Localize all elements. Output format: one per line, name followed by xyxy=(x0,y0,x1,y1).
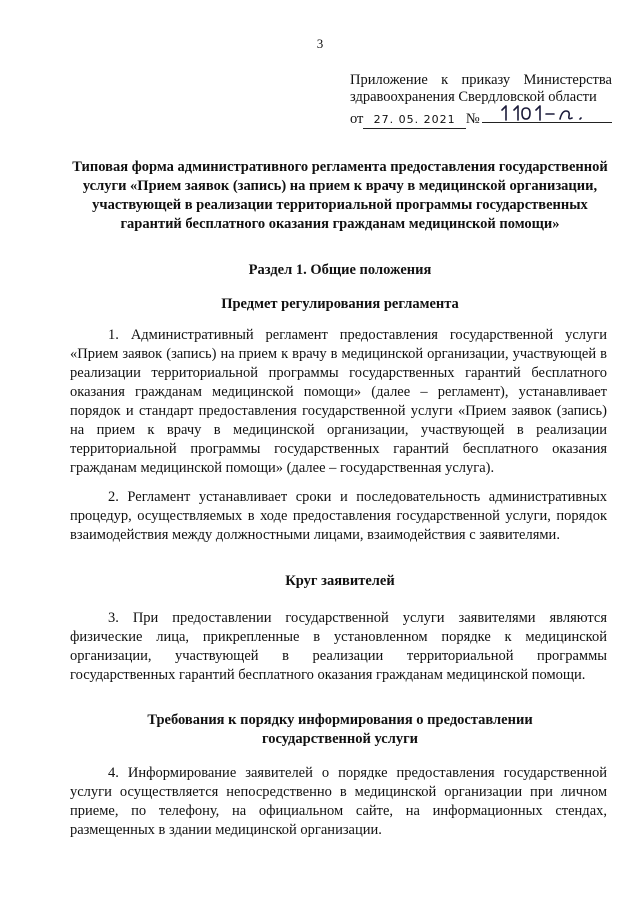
appendix-word: Приложение xyxy=(350,72,428,88)
appendix-word: приказу xyxy=(461,72,511,88)
handwritten-signature-number xyxy=(496,102,606,124)
subsection-heading-subject: Предмет регулирования регламента xyxy=(221,296,459,312)
appendix-word: к xyxy=(441,72,449,88)
appendix-line-1 xyxy=(350,72,612,89)
appendix-word: Министерства xyxy=(523,72,612,88)
number-prefix: № xyxy=(465,111,480,127)
document-title: Типовая форма административного регламента предоставления государственной услуги «Прием заявок (запись) на прием к врачу в медицинской организации, участвующей в реализации территориальной программы государственных гарантий бесплатного оказания гражданам медицинской помощи» xyxy=(72,159,608,232)
paragraph-2: 2. Регламент устанавливает сроки и последовательность административных процедур, осуществляемых в ходе предоставления государственной услуги, порядок взаимодействия между должностными лицами, взаимодействия с заявителями. xyxy=(70,489,607,543)
heading-line: государственной услуги xyxy=(261,731,419,747)
order-date-stamp: 27. 05. 2021 xyxy=(363,111,465,129)
page-number: 3 xyxy=(316,36,324,51)
appendix-block xyxy=(350,72,612,129)
paragraph-4: 4. Информирование заявителей о порядке предоставления государственной услуги осуществляется непосредственно в медицинской организации при личном приеме, по телефону, на официальном сайте, на информационных стендах, размещенных в здании медицинской организации. xyxy=(70,765,607,838)
paragraph-1: 1. Административный регламент предоставления государственной услуги «Прием заявок (запись) на прием к врачу в медицинской организации, участвующей в реализации территориальной программы государственных гарантий бесплатного оказания гражданам медицинской помощи» (далее – регламент), устанавливает порядок и стандарт предоставления государственной услуги «Прием заявок (запись) на прием к врачу в медицинской организации, участвующей в реализации территориальной программы государственных гарантий бесплатного оказания гражданам медицинской помощи» (далее – государственная услуга). xyxy=(70,327,607,476)
section-heading: Раздел 1. Общие положения xyxy=(248,262,432,278)
appendix-line-2: здравоохранения Свердловской области xyxy=(350,89,597,105)
heading-line: Требования к порядку информирования о предоставлении xyxy=(147,712,533,728)
subsection-heading-applicants: Круг заявителей xyxy=(285,573,395,589)
date-prefix: от xyxy=(350,111,364,127)
order-date-number-line xyxy=(350,106,612,129)
subsection-heading-informing xyxy=(70,711,610,749)
order-number-handwritten xyxy=(482,106,612,123)
paragraph-3: 3. При предоставлении государственной услуги заявителями являются физические лица, прикрепленные в установленном порядке к медицинской организации, участвующей в реализации территориальной программы государственных гарантий бесплатного оказания гражданам медицинской помощи. xyxy=(70,610,607,683)
